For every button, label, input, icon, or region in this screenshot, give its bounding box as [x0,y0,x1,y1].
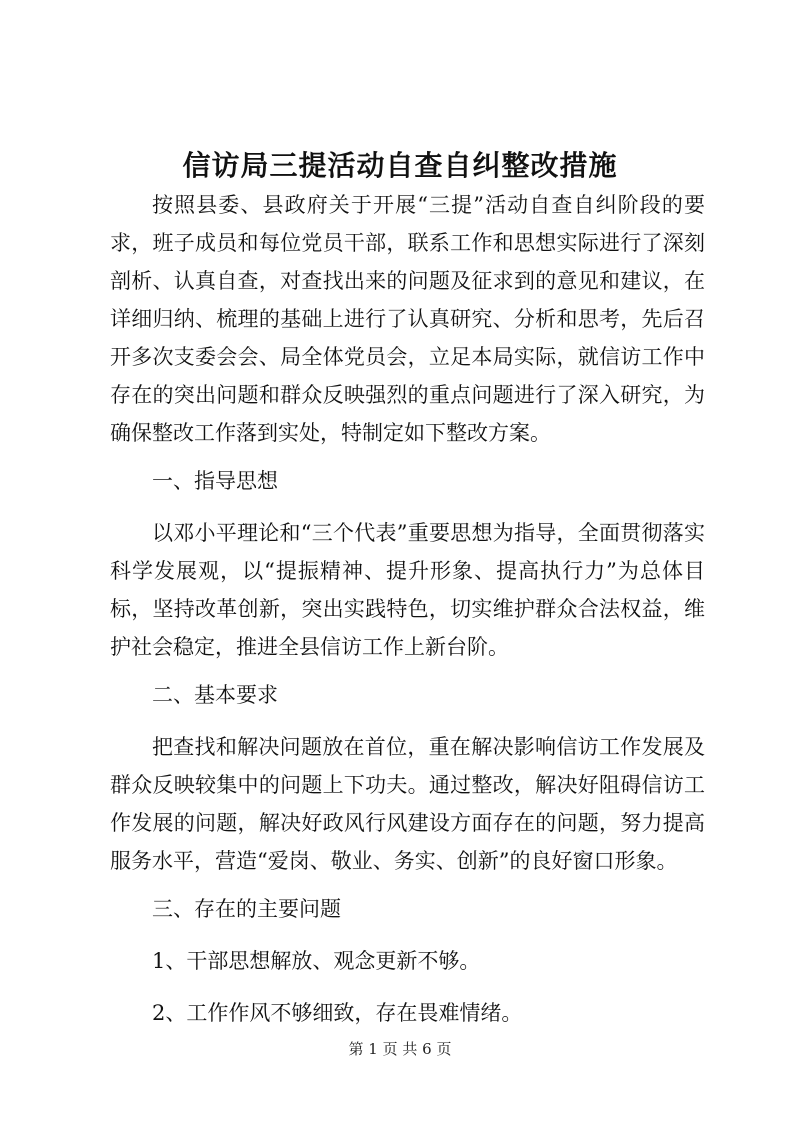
section-heading-basic-requirements: 二、基本要求 [152,683,278,707]
document-title: 信访局三提活动自查自纠整改措施 [182,149,618,182]
document-body [110,186,705,1046]
list-item-problem-1: 1、干部思想解放、观念更新不够。 [152,949,481,973]
page-number-footer: 第 1 页 共 6 页 [348,1040,452,1058]
paragraph-basic-requirements: 把查找和解决问题放在首位，重在解决影响信访工作发展及群众反映较集中的问题上下功夫。通过整改，解决好阻碍信访工作发展的问题，解决好政风行风建设方面存在的问题，努力提高服务水平，营造“爱岗、敬业、务实、创新”的良好窗口形象。 [110,735,705,873]
section-heading-main-problems: 三、存在的主要问题 [152,897,341,921]
list-item-problem-2: 2、工作作风不够细致，存在畏难情绪。 [152,1001,523,1025]
paragraph-intro: 按照县委、县政府关于开展“三提”活动自查自纠阶段的要求，班子成员和每位党员干部，联系工作和思想实际进行了深刻剖析、认真自查，对查找出来的问题及征求到的意见和建议，在详细归纳、梳理的基础上进行了认真研究、分析和思考，先后召开多次支委会会、局全体党员会，立足本局实际，就信访工作中存在的突出问题和群众反映强烈的重点问题进行了深入研究，为确保整改工作落到实处，特制定如下整改方案。 [110,193,705,445]
paragraph-guiding-thought: 以邓小平理论和“三个代表”重要思想为指导，全面贯彻落实科学发展观，以“提振精神、提升形象、提高执行力”为总体目标，坚持改革创新，突出实践特色，切实维护群众合法权益，维护社会稳定，推进全县信访工作上新台阶。 [110,521,705,659]
section-heading-guiding-thought: 一、指导思想 [152,469,278,493]
